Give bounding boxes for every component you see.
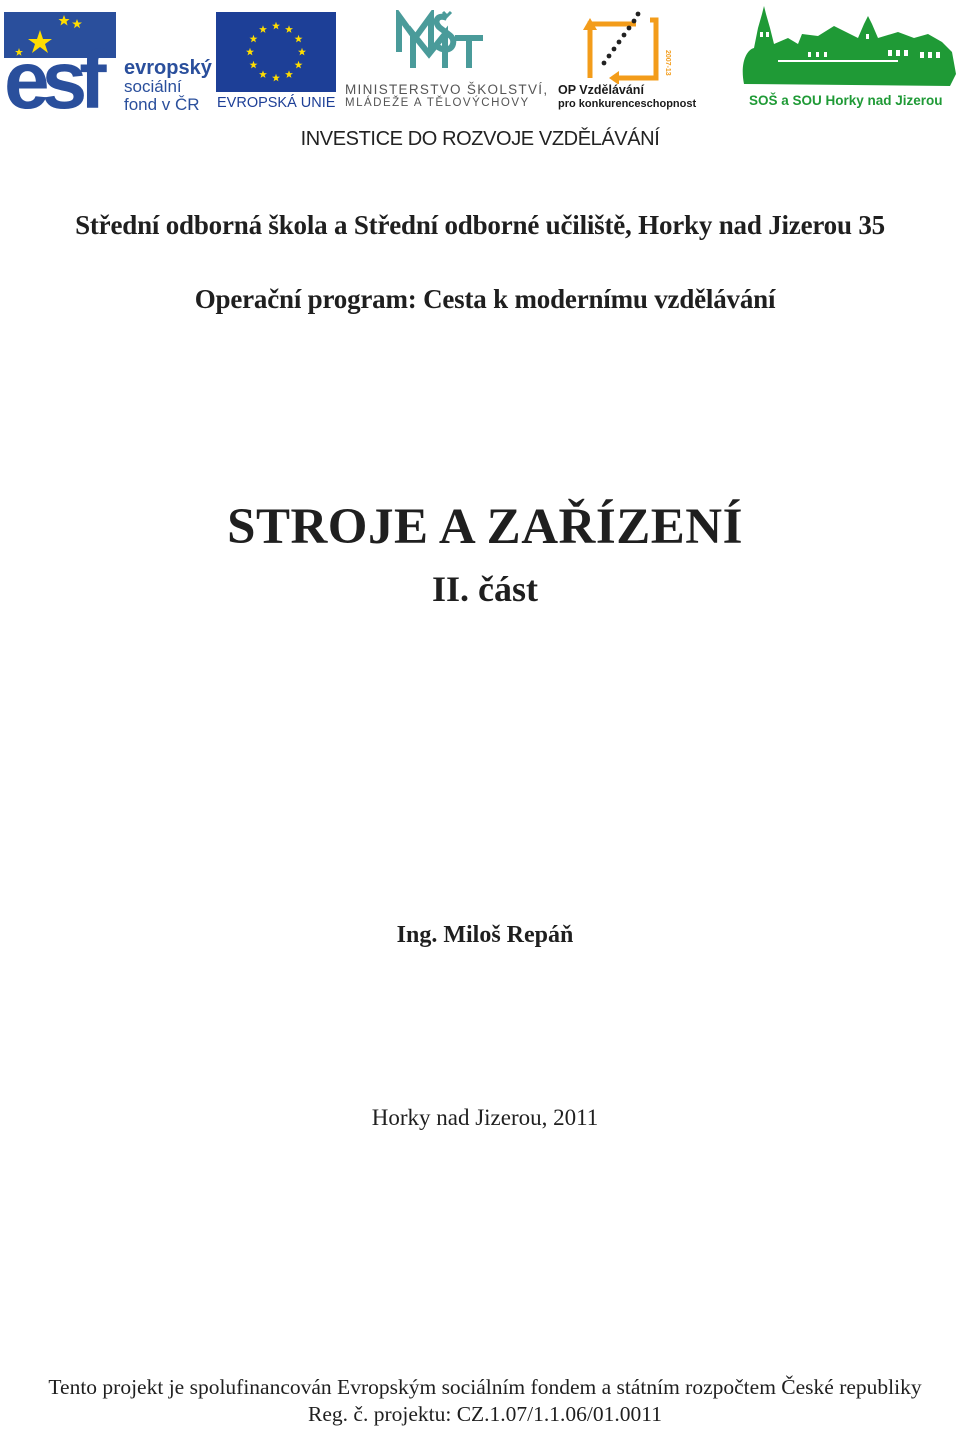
- school-logo-label: SOŠ a SOU Horky nad Jizerou: [749, 93, 943, 108]
- esf-text-line1: evropský: [124, 57, 212, 79]
- msmt-text-line2: MLÁDEŽE A TĚLOVÝCHOVY: [345, 97, 530, 109]
- eu-label: EVROPSKÁ UNIE: [217, 95, 336, 111]
- project-registration-number: Reg. č. projektu: CZ.1.07/1.1.06/01.0011: [308, 1402, 662, 1426]
- place-and-year: Horky nad Jizerou, 2011: [371, 1105, 599, 1130]
- document-part: II. část: [432, 569, 538, 609]
- msmt-logo: [343, 10, 549, 112]
- esf-text-line3: fond v ČR: [124, 95, 200, 114]
- school-logo: [738, 4, 958, 112]
- document-title: STROJE A ZAŘÍZENÍ: [227, 499, 743, 555]
- msmt-text-line1: MINISTERSTVO ŠKOLSTVÍ,: [345, 82, 549, 97]
- esf-text-line2: sociální: [124, 77, 182, 96]
- school-name: Střední odborná škola a Střední odborné učiliště, Horky nad Jizerou 35: [75, 210, 885, 240]
- author-name: Ing. Miloš Repáň: [396, 922, 574, 948]
- op-emblem-icon: [556, 10, 690, 84]
- svg-text:esf: esf: [4, 35, 99, 112]
- esf-logo: [4, 12, 210, 112]
- school-castle-icon: [738, 4, 958, 90]
- eu-logo: [216, 12, 336, 112]
- op-text-line1: OP Vzdělávání: [558, 83, 644, 97]
- eu-flag-icon: [216, 12, 336, 92]
- msmt-monogram-icon: [343, 10, 549, 70]
- op-text-line2: pro konkurenceschopnost: [558, 98, 697, 110]
- op-years: 2007-13: [664, 50, 671, 76]
- investice-banner: INVESTICE DO ROZVOJE VZDĚLÁVÁNÍ: [300, 128, 660, 150]
- funding-statement: Tento projekt je spolufinancován Evropským sociálním fondem a státním rozpočtem České republiky: [48, 1375, 922, 1399]
- operational-program: Operační program: Cesta k modernímu vzdělávání: [194, 284, 776, 314]
- op-logo: [556, 10, 697, 112]
